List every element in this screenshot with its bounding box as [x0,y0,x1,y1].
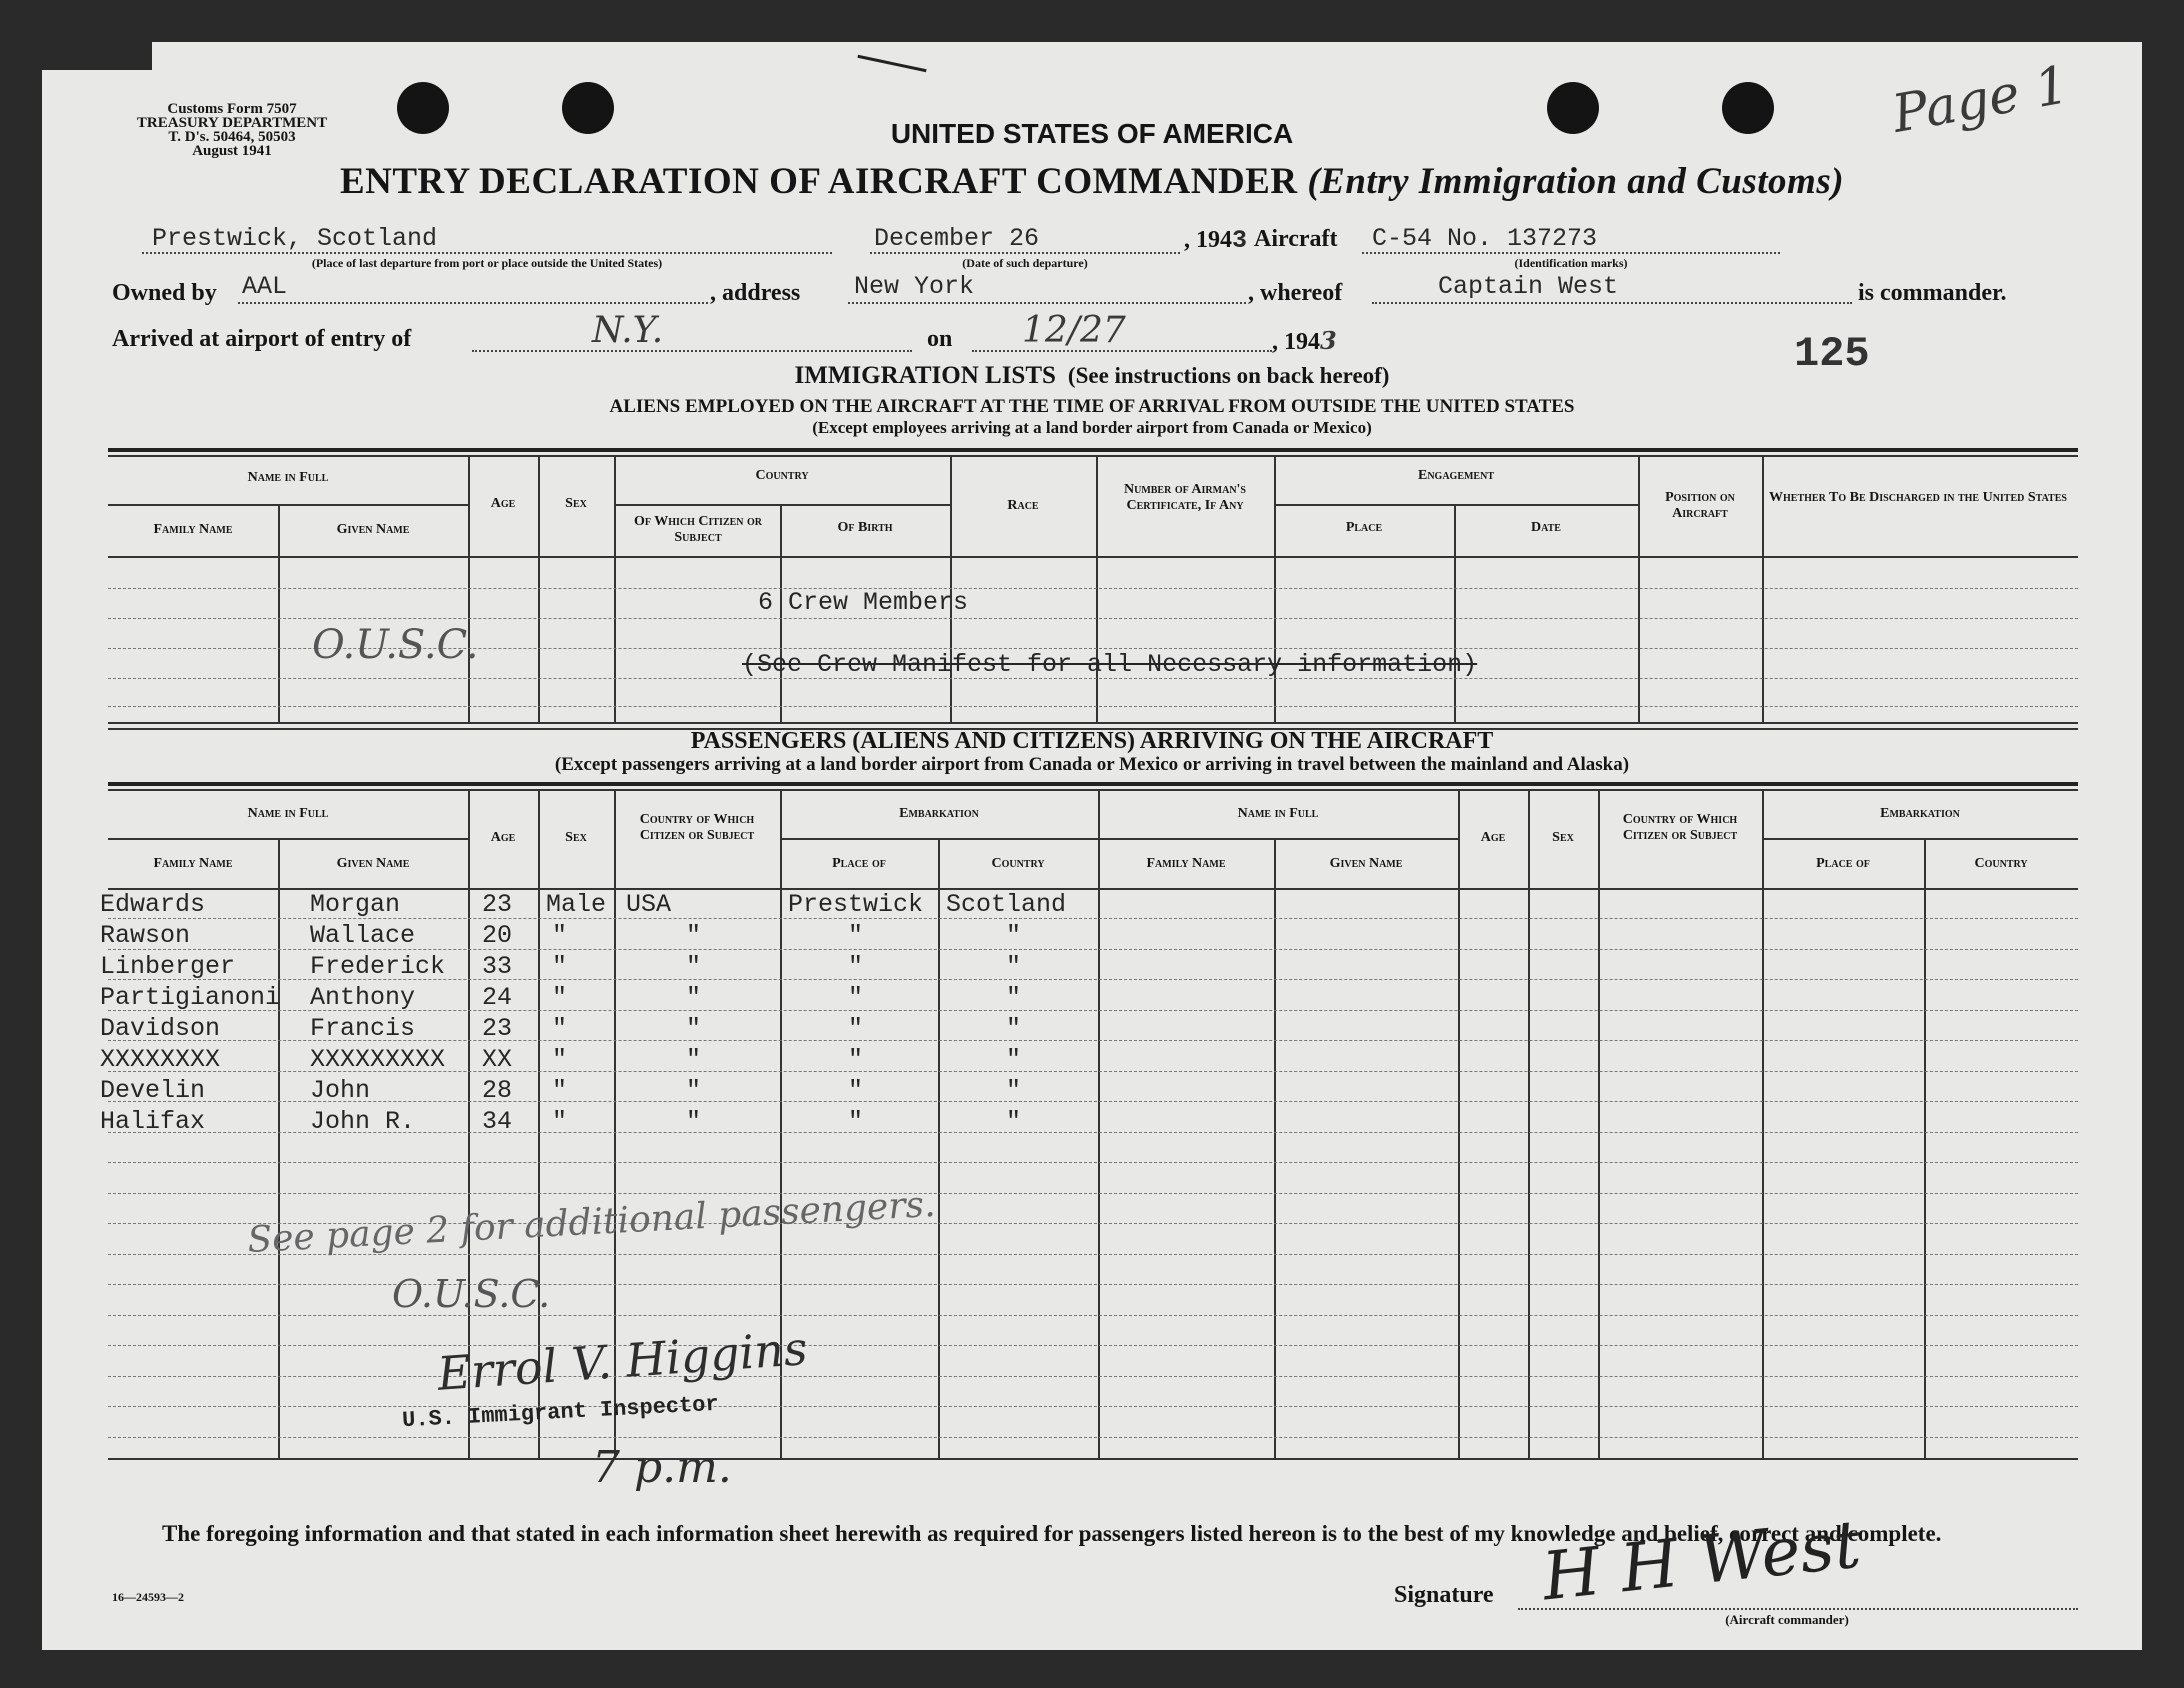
passenger-country: Scotland [946,890,1067,919]
year-suffix: 3 [1232,226,1248,255]
commander-name: Captain West [1438,272,1619,301]
passenger-age: 33 [482,952,513,981]
crew-col-line [1638,457,1640,722]
pass-th-name-in-full: Name in Full [247,806,329,821]
crew-handwritten: O.U.S.C. [312,622,479,668]
crew-th-family-name: Family Name [153,522,233,537]
pass-col-line [1762,791,1764,1458]
crew-col-line [1454,504,1456,722]
passenger-age: 24 [482,983,513,1012]
departure-year: , 1943 [1184,226,1248,255]
pass-th-given-name-2: Given Name [1329,856,1403,871]
pass-th-age-2: Age [1480,830,1506,845]
pass-rule [1098,838,1458,840]
passenger-given: Wallace [310,921,416,950]
passenger-country: " [1006,1045,1022,1074]
passenger-row-rule [108,1254,2078,1255]
arrived-date: 12/27 [1022,310,1126,351]
crew-th-airman-cert: Number of Airman's Certificate, If Any [1123,482,1246,513]
passenger-given: Francis [310,1014,416,1043]
form-tds: T. D's. 50464, 50503 [168,129,296,145]
passenger-place: " [848,1076,864,1105]
pass-table-top2 [108,789,2078,791]
passenger-sex: " [552,983,568,1012]
pass-th-place-of: Place of [832,856,886,871]
immigration-title: IMMIGRATION LISTS [794,362,1056,389]
on-label: on [927,326,953,352]
crew-rule [614,504,950,506]
passenger-place: " [848,983,864,1012]
year-prefix: 194 [1196,227,1232,253]
pass-col-line [1098,791,1100,1458]
passenger-row-rule [108,1101,2078,1102]
passenger-row-rule [108,1406,2078,1407]
passenger-age: 34 [482,1107,513,1136]
pass-th-country-citizen-2: Country of Which Citizen or Subject [1622,812,1738,843]
inspector-stamp: U.S. Immigrant Inspector [401,1391,720,1434]
passenger-family: XXXXXXXX [100,1045,221,1074]
crew-th-discharged: Whether To Be Discharged in the United States [1769,490,2067,505]
passenger-place: " [848,921,864,950]
immigration-title-row [42,362,2142,390]
passenger-place: Prestwick [788,890,924,919]
aircraft-id-caption: (Identification marks) [1514,256,1628,270]
pass-th-country-citizen: Country of Which Citizen or Subject [639,812,755,843]
passenger-given: Morgan [310,890,401,919]
passenger-age: 28 [482,1076,513,1105]
passenger-row-rule [108,1162,2078,1163]
pass-table-top [108,782,2078,786]
immigration-title-note: (See instructions on back hereof) [1067,363,1390,388]
passenger-citizen: " [686,1045,702,1074]
passenger-sex: " [552,1014,568,1043]
departure-place: Prestwick, Scotland [152,224,438,253]
form-title [42,160,2142,203]
pass-col-line [938,838,940,1458]
passenger-row-rule [108,1376,2078,1377]
footer-statement: The foregoing information and that stated in each information sheet herewith as required for passengers listed hereon is to the best of my knowledge and belief, correct and complete. [162,1521,1942,1546]
passenger-ous-note: O.U.S.C. [392,1272,551,1316]
passenger-given: Frederick [310,952,446,981]
passenger-sex: Male [546,890,607,919]
pass-th-given-name: Given Name [336,856,410,871]
passenger-citizen: " [686,1014,702,1043]
pass-th-age: Age [490,830,516,845]
passenger-country: " [1006,1107,1022,1136]
crew-th-position: Position on Aircraft [1665,490,1735,521]
crew-table-bottom [108,722,2078,724]
signature-caption: (Aircraft commander) [1725,1612,1849,1627]
pen-mark [857,55,926,72]
passenger-sex: " [552,921,568,950]
pass-col-line [278,838,280,1458]
passenger-family: Davidson [100,1014,221,1043]
passengers-subtitle: (Except passengers arriving at a land border airport from Canada or Mexico or arriving in travel between the mainland and Alaska) [554,754,1630,775]
crew-th-race: Race [1007,498,1039,513]
crew-th-birth: Of Birth [837,520,893,535]
owned-by-label: Owned by [112,280,217,306]
departure-date: December 26 [874,224,1040,253]
passenger-citizen: " [686,983,702,1012]
arrived-year-suffix: 3 [1320,326,1337,355]
passenger-family: Rawson [100,921,191,950]
pass-th-family-name-2: Family Name [1146,856,1226,871]
crew-th-age: Age [490,496,516,511]
departure-date-caption: (Date of such departure) [962,256,1088,270]
crew-col-line [1762,457,1764,722]
crew-col-line [1274,457,1276,722]
departure-place-caption: (Place of last departure from port or place outside the United States) [311,256,663,270]
crew-table-top2 [108,455,2078,457]
country-title: UNITED STATES OF AMERICA [890,118,1294,149]
address-line [848,302,1246,304]
passenger-country: " [1006,983,1022,1012]
is-commander-label: is commander. [1858,280,2007,306]
passenger-row-rule [108,1345,2078,1346]
pass-table-bottom [108,1458,2078,1460]
passenger-family: Develin [100,1076,206,1105]
passenger-row-rule [108,1437,2078,1438]
print-code: 16—24593—2 [112,1590,184,1604]
passenger-family: Linberger [100,952,236,981]
pass-col-line [1458,791,1460,1458]
passenger-place: " [848,952,864,981]
address: New York [854,272,975,301]
pass-th-embarkation-2: Embarkation [1880,806,1960,821]
signature-label: Signature [1394,1582,1494,1608]
crew-th-country: Country [755,468,809,483]
pass-col-line [1274,838,1276,1458]
passenger-given: John [310,1076,371,1105]
passenger-given: Anthony [310,983,416,1012]
inspector-signature: Errol V. Higgins [435,1321,810,1401]
crew-rule [1274,504,1638,506]
crew-th-name-in-full: Name in Full [247,470,329,485]
crew-col-line [1096,457,1098,722]
departure-place-line [142,252,832,254]
owned-by-line [238,302,708,304]
passenger-citizen: " [686,921,702,950]
passenger-citizen: " [686,952,702,981]
passenger-age: XX [482,1045,513,1074]
page-note: Page 1 [1888,55,2074,145]
passenger-country: " [1006,952,1022,981]
aircraft-id-line [1362,252,1780,254]
form-title-main: ENTRY DECLARATION OF AIRCRAFT COMMANDER [339,161,1298,202]
passenger-country: " [1006,1014,1022,1043]
scan-corner [42,42,152,70]
crew-rule [108,504,468,506]
pass-col-line [1598,791,1600,1458]
pass-th-embarkation: Embarkation [899,806,979,821]
pass-col-line [1924,838,1926,1458]
passenger-place: " [848,1014,864,1043]
passenger-age: 20 [482,921,513,950]
passengers-title: PASSENGERS (ALIENS AND CITIZENS) ARRIVING ON THE AIRCRAFT [690,728,1494,754]
passenger-country: " [1006,921,1022,950]
immigration-subtitle-note: (Except employees arriving at a land border airport from Canada or Mexico) [812,418,1372,437]
stamp-number: 125 [1794,330,1870,378]
pass-header-bottom [108,888,2078,890]
arrived-airport-line [472,350,912,352]
arrived-airport: N.Y. [592,310,664,351]
whereof-label: , whereof [1248,280,1343,306]
passenger-given: XXXXXXXXX [310,1045,446,1074]
passenger-citizen: " [686,1107,702,1136]
crew-table-top [108,448,2078,452]
passenger-family: Halifax [100,1107,206,1136]
crew-th-given-name: Given Name [336,522,410,537]
passenger-row-rule [108,1193,2078,1194]
crew-th-place: Place [1345,520,1383,535]
owned-by: AAL [242,272,288,301]
additional-passengers-note: See page 2 for additional passengers. [246,1184,937,1261]
crew-col-line [614,457,616,722]
immigration-subtitle: ALIENS EMPLOYED ON THE AIRCRAFT AT THE TIME OF ARRIVAL FROM OUTSIDE THE UNITED STATES [609,396,1575,417]
pass-col-line [1528,791,1530,1458]
arrived-date-line [972,350,1272,352]
form-number: Customs Form 7507 [167,101,297,117]
passenger-place: " [848,1107,864,1136]
aircraft-id: C-54 No. 137273 [1372,224,1598,253]
time-note: 7 p.m. [592,1442,732,1493]
crew-th-sex: Sex [565,496,587,511]
aircraft-label: Aircraft [1254,226,1338,252]
passenger-sex: " [552,1107,568,1136]
pass-rule [1762,838,2078,840]
passenger-sex: " [552,952,568,981]
arrived-label: Arrived at airport of entry of [112,326,412,352]
form-department: TREASURY DEPARTMENT [136,115,328,131]
crew-manifest-note: (See Crew Manifest for all Necessary information) [742,650,1478,679]
pass-rule [108,838,468,840]
form-date: August 1941 [192,143,272,159]
passenger-family: Edwards [100,890,206,919]
commander-line [1372,302,1852,304]
pass-th-place-of-2: Place of [1816,856,1870,871]
commander-signature: H H West [1538,1505,1865,1616]
arrived-year-prefix: , 194 [1272,329,1320,355]
arrived-year [1272,326,1337,356]
passenger-citizen: USA [626,890,672,919]
departure-date-line [870,252,1180,254]
customs-form-page [42,42,2142,1650]
address-label: , address [710,280,801,306]
form-title-paren: (Entry Immigration and Customs) [1307,161,1845,202]
crew-th-engagement: Engagement [1417,468,1494,483]
passenger-country: " [1006,1076,1022,1105]
crew-row-rule [108,706,2078,707]
pass-th-country-2: Country [1974,856,2028,871]
pass-th-country: Country [991,856,1045,871]
passenger-age: 23 [482,890,513,919]
passenger-sex: " [552,1076,568,1105]
passenger-family: Partigianoni [100,983,281,1012]
passenger-age: 23 [482,1014,513,1043]
pass-th-sex-2: Sex [1552,830,1574,845]
crew-note: 6 Crew Members [758,588,969,617]
pass-th-sex: Sex [565,830,587,845]
crew-row-rule [108,588,2078,589]
passenger-citizen: " [686,1076,702,1105]
crew-th-date: Date [1531,520,1561,535]
crew-th-citizen: Of Which Citizen or Subject [633,514,763,545]
passenger-row-rule [108,918,2078,919]
crew-header-bottom [108,556,2078,558]
passenger-place: " [848,1045,864,1074]
pass-th-name-in-full-2: Name in Full [1237,806,1319,821]
passenger-sex: " [552,1045,568,1074]
pass-th-family-name: Family Name [153,856,233,871]
crew-row-rule [108,618,2078,619]
passenger-given: John R. [310,1107,416,1136]
